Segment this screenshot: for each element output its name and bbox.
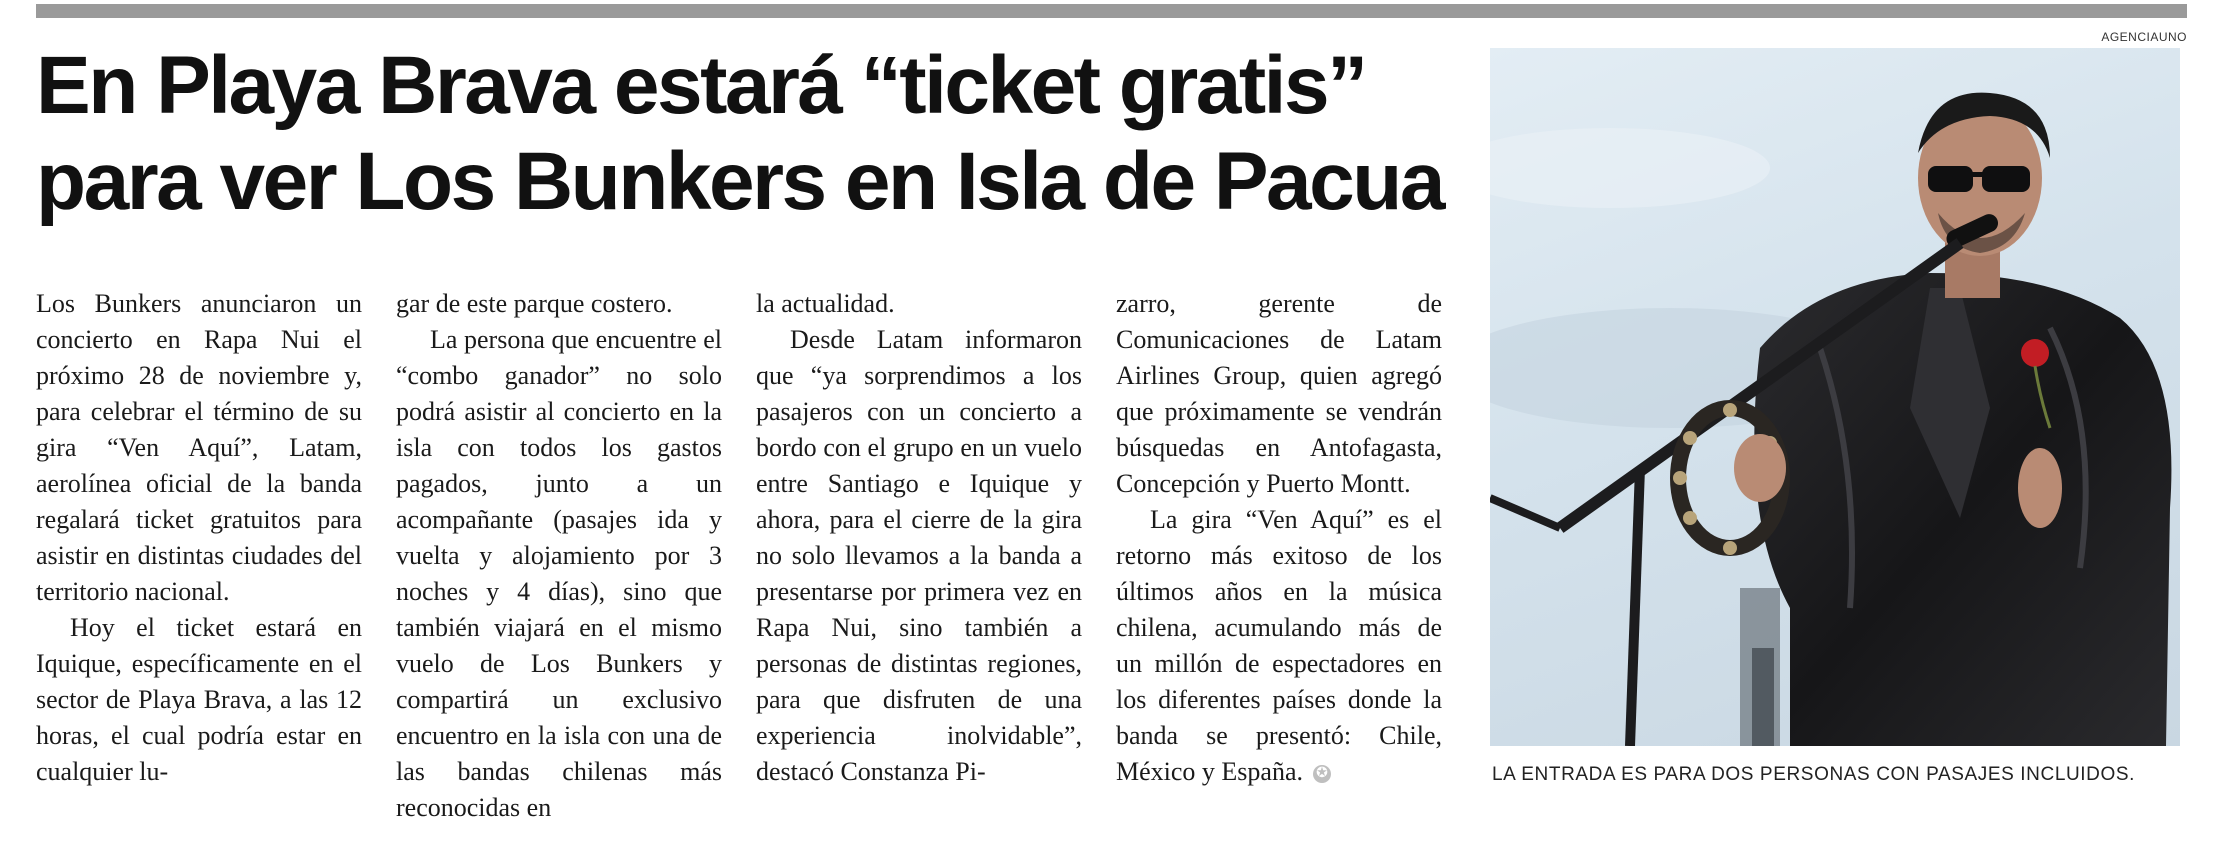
paragraph: gar de este parque costero. (396, 289, 673, 318)
paragraph: Los Bunkers anunciaron un concierto en Rapa Nui el próximo 28 de noviembre y, para celebrar el término de su gira “Ven Aquí”, Latam, aerolínea oficial de la banda regalará ticket gratuitos para asistir en distintas ciudades del territorio nacional. (36, 289, 362, 606)
paragraph: Hoy el ticket estará en Iquique, específicamente en el sector de Playa Brava, a las 12 horas, el cual podría estar en cualquier lu- (36, 613, 362, 786)
article-column-2 (396, 286, 722, 822)
article-body (36, 286, 1446, 822)
headline-line-1: En Playa Brava estará “ticket gratis” (36, 40, 1366, 131)
article-column-4 (1116, 286, 1442, 806)
paragraph: zarro, gerente de Comunicaciones de Latam Airlines Group, quien agregó que próximamente se vendrán búsquedas en Antofagasta, Concepción y Puerto Montt. (1116, 289, 1442, 498)
concert-singer-photo (1490, 48, 2180, 746)
singer-illustration (1490, 48, 2180, 746)
paragraph: Desde Latam informaron que “ya sorprendimos a los pasajeros con un concierto a bordo con el grupo en un vuelo entre Santiago e Iquique y ahora, para el cierre de la gira no solo llevamos a la banda a presentarse por primera vez en Rapa Nui, sino también a personas de distintas regiones, para que disfruten de una experiencia inolvidable”, destacó Constanza Pi- (756, 325, 1082, 786)
top-rule (36, 4, 2187, 18)
headline (36, 38, 1456, 230)
paragraph: La persona que encuentre el “combo ganador” no solo podrá asistir al concierto en la isla con todos los gastos pagados, junto a un acompañante (pasajes ida y vuelta y alojamiento por 3 noches y 4 días), sino que también viajará en el mismo vuelo de Los Bunkers y compartirá un exclusivo encuentro en la isla con una de las bandas chilenas más reconocidas en (396, 325, 722, 822)
end-of-article-icon: ✪ (1313, 765, 1331, 783)
paragraph-text: La gira “Ven Aquí” es el retorno más exitoso de los últimos años en la música chilena, acumulando más de un millón de espectadores en los diferentes países donde la banda se presentó: Chile, México y España. (1116, 505, 1442, 786)
paragraph (1116, 502, 1442, 790)
article-column-1 (36, 286, 362, 806)
photo-credit: AGENCIAUNO (2101, 30, 2187, 44)
photo-caption: LA ENTRADA ES PARA DOS PERSONAS CON PASAJES INCLUIDOS. (1492, 764, 2136, 785)
paragraph: la actualidad. (756, 289, 895, 318)
headline-line-2: para ver Los Bunkers en Isla de Pacua (36, 136, 1443, 227)
article-column-3 (756, 286, 1082, 806)
